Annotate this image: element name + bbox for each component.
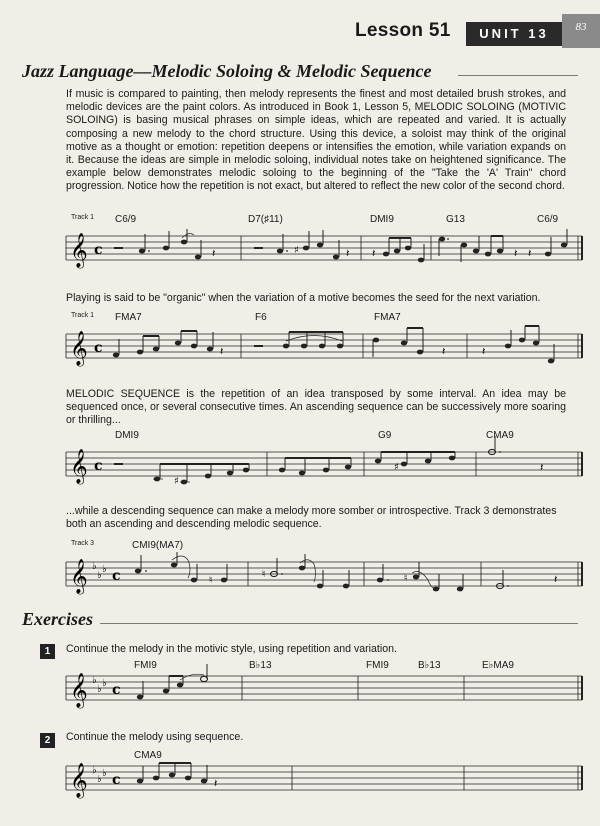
descending-paragraph: ...while a descending sequence can make a melody more somber or introspective. Track 3 demonstrates both an ascending and descending melodic sequence.: [66, 505, 557, 531]
common-time-icon: c: [112, 682, 121, 698]
natural-icon: ♮: [262, 569, 266, 580]
intro-paragraph: If music is compared to painting, then melody represents the finest and most detailed brush strokes, and melodic devices are the paint colors. As introduced in Book 1, Lesson 5, MELODIC SOLOING (MOTIVIC SOLOING) is basing musical phrases on simple ideas, which are repeated and varied. It is actually composing a new melody to the chord structure. Using this device, a soloist may think of the original motive as a thought or emotion: repetition deepens or intensifies the emotion, while variation expands on it. Because the ideas are simple in melodic soloing, individual notes take on heightened significance. The example below demonstrates melodic soloing to the beginning of the "Take the 'A' Train" chord progression. Notice how the repetition is not exact, but altered to reflect the new color of the second chord.: [66, 88, 566, 193]
chord-symbol: DMI9: [370, 214, 394, 225]
sequence-paragraph: MELODIC SEQUENCE is the repetition of an idea transposed by some interval. An idea may be sequenced once, or several consecutive times. An ascending sequence can be successively more soaring or thrilling...: [66, 388, 566, 427]
rest-icon: 𝄽: [482, 345, 486, 358]
chord-symbol: F6: [255, 312, 267, 323]
natural-icon: ♮: [209, 575, 213, 586]
track-label: Track 3: [71, 540, 95, 547]
treble-clef-icon: 𝄞: [70, 763, 88, 798]
rest-icon: [254, 345, 263, 347]
rest-icon: 𝄽: [540, 461, 544, 474]
music-staff-exercise-2[interactable]: [64, 758, 584, 802]
common-time-icon: c: [94, 242, 103, 258]
sharp-icon: ♯: [174, 476, 179, 487]
lesson-title: Lesson 51: [355, 20, 451, 41]
chord-symbol: C6/9: [115, 214, 137, 225]
rest-icon: 𝄽: [528, 247, 532, 260]
rest-icon: 𝄽: [514, 247, 518, 260]
common-time-icon: c: [94, 458, 103, 474]
rest-icon: 𝄽: [554, 573, 558, 586]
music-staff-example-4: [64, 550, 584, 602]
chord-symbol: CMI9(MA7): [132, 540, 184, 551]
common-time-icon: c: [94, 340, 103, 356]
exercises-title: Exercises: [22, 609, 93, 629]
music-staff-example-3: [64, 442, 584, 490]
treble-clef-icon: 𝄞: [70, 673, 88, 708]
section-title: Jazz Language—Melodic Soloing & Melodic Sequence: [22, 61, 432, 81]
sharp-icon: ♯: [394, 462, 399, 473]
track-label: Track 1: [71, 312, 95, 319]
chord-symbol: D7(♯11): [248, 214, 283, 225]
treble-clef-icon: 𝄞: [70, 331, 88, 366]
chord-symbol: CMA9: [486, 430, 514, 441]
rest-icon: 𝄽: [372, 247, 376, 260]
chord-symbol: FMA7: [115, 312, 142, 323]
rest-icon: 𝄽: [442, 345, 446, 358]
flat-icon: ♭: [97, 570, 102, 581]
treble-clef-icon: 𝄞: [70, 233, 88, 268]
chord-symbol: FMI9: [366, 660, 389, 671]
exercise-instruction: Continue the melody using sequence.: [66, 731, 244, 743]
flat-icon: ♭: [92, 561, 97, 572]
flat-icon: ♭: [92, 675, 97, 686]
chord-symbol: DMI9: [115, 430, 139, 441]
natural-icon: ♮: [404, 573, 408, 584]
chord-symbol: CMA9: [134, 750, 162, 761]
chord-symbol: B♭13: [249, 660, 272, 671]
flat-icon: ♭: [92, 765, 97, 776]
flat-icon: ♭: [102, 564, 107, 575]
exercise-number: 2: [40, 733, 55, 748]
exercise-number: 1: [40, 644, 55, 659]
music-staff-exercise-1[interactable]: [64, 668, 584, 712]
music-staff-example-2: [64, 322, 584, 372]
title-rule: [458, 75, 578, 76]
music-staff-example-1: [64, 226, 584, 274]
treble-clef-icon: 𝄞: [70, 559, 88, 594]
flat-icon: ♭: [97, 774, 102, 785]
rest-icon: [114, 247, 123, 249]
sharp-icon: ♯: [294, 245, 299, 256]
rest-icon: 𝄽: [214, 777, 218, 790]
chord-symbol: FMA7: [374, 312, 401, 323]
rest-icon: [254, 247, 263, 249]
flat-icon: ♭: [102, 768, 107, 779]
rest-icon: 𝄽: [212, 247, 216, 260]
rest-icon: 𝄽: [346, 247, 350, 260]
exercise-instruction: Continue the melody in the motivic style, using repetition and variation.: [66, 643, 397, 655]
chord-symbol: FMI9: [134, 660, 157, 671]
flat-icon: ♭: [97, 684, 102, 695]
rest-icon: 𝄽: [220, 345, 224, 358]
unit-badge: UNIT 13: [466, 22, 562, 46]
chord-symbol: G9: [378, 430, 392, 441]
exercises-rule: [100, 623, 578, 624]
chord-symbol: B♭13: [418, 660, 441, 671]
organic-paragraph: Playing is said to be "organic" when the variation of a motive becomes the seed for the next variation.: [66, 292, 541, 304]
treble-clef-icon: 𝄞: [70, 449, 88, 484]
chord-symbol: G13: [446, 214, 465, 225]
chord-symbol: C6/9: [537, 214, 559, 225]
track-label: Track 1: [71, 214, 95, 221]
chord-symbol: E♭MA9: [482, 660, 514, 671]
page-number: 83: [562, 14, 600, 48]
flat-icon: ♭: [102, 678, 107, 689]
rest-icon: [114, 463, 123, 465]
common-time-icon: c: [112, 568, 121, 584]
common-time-icon: c: [112, 772, 121, 788]
